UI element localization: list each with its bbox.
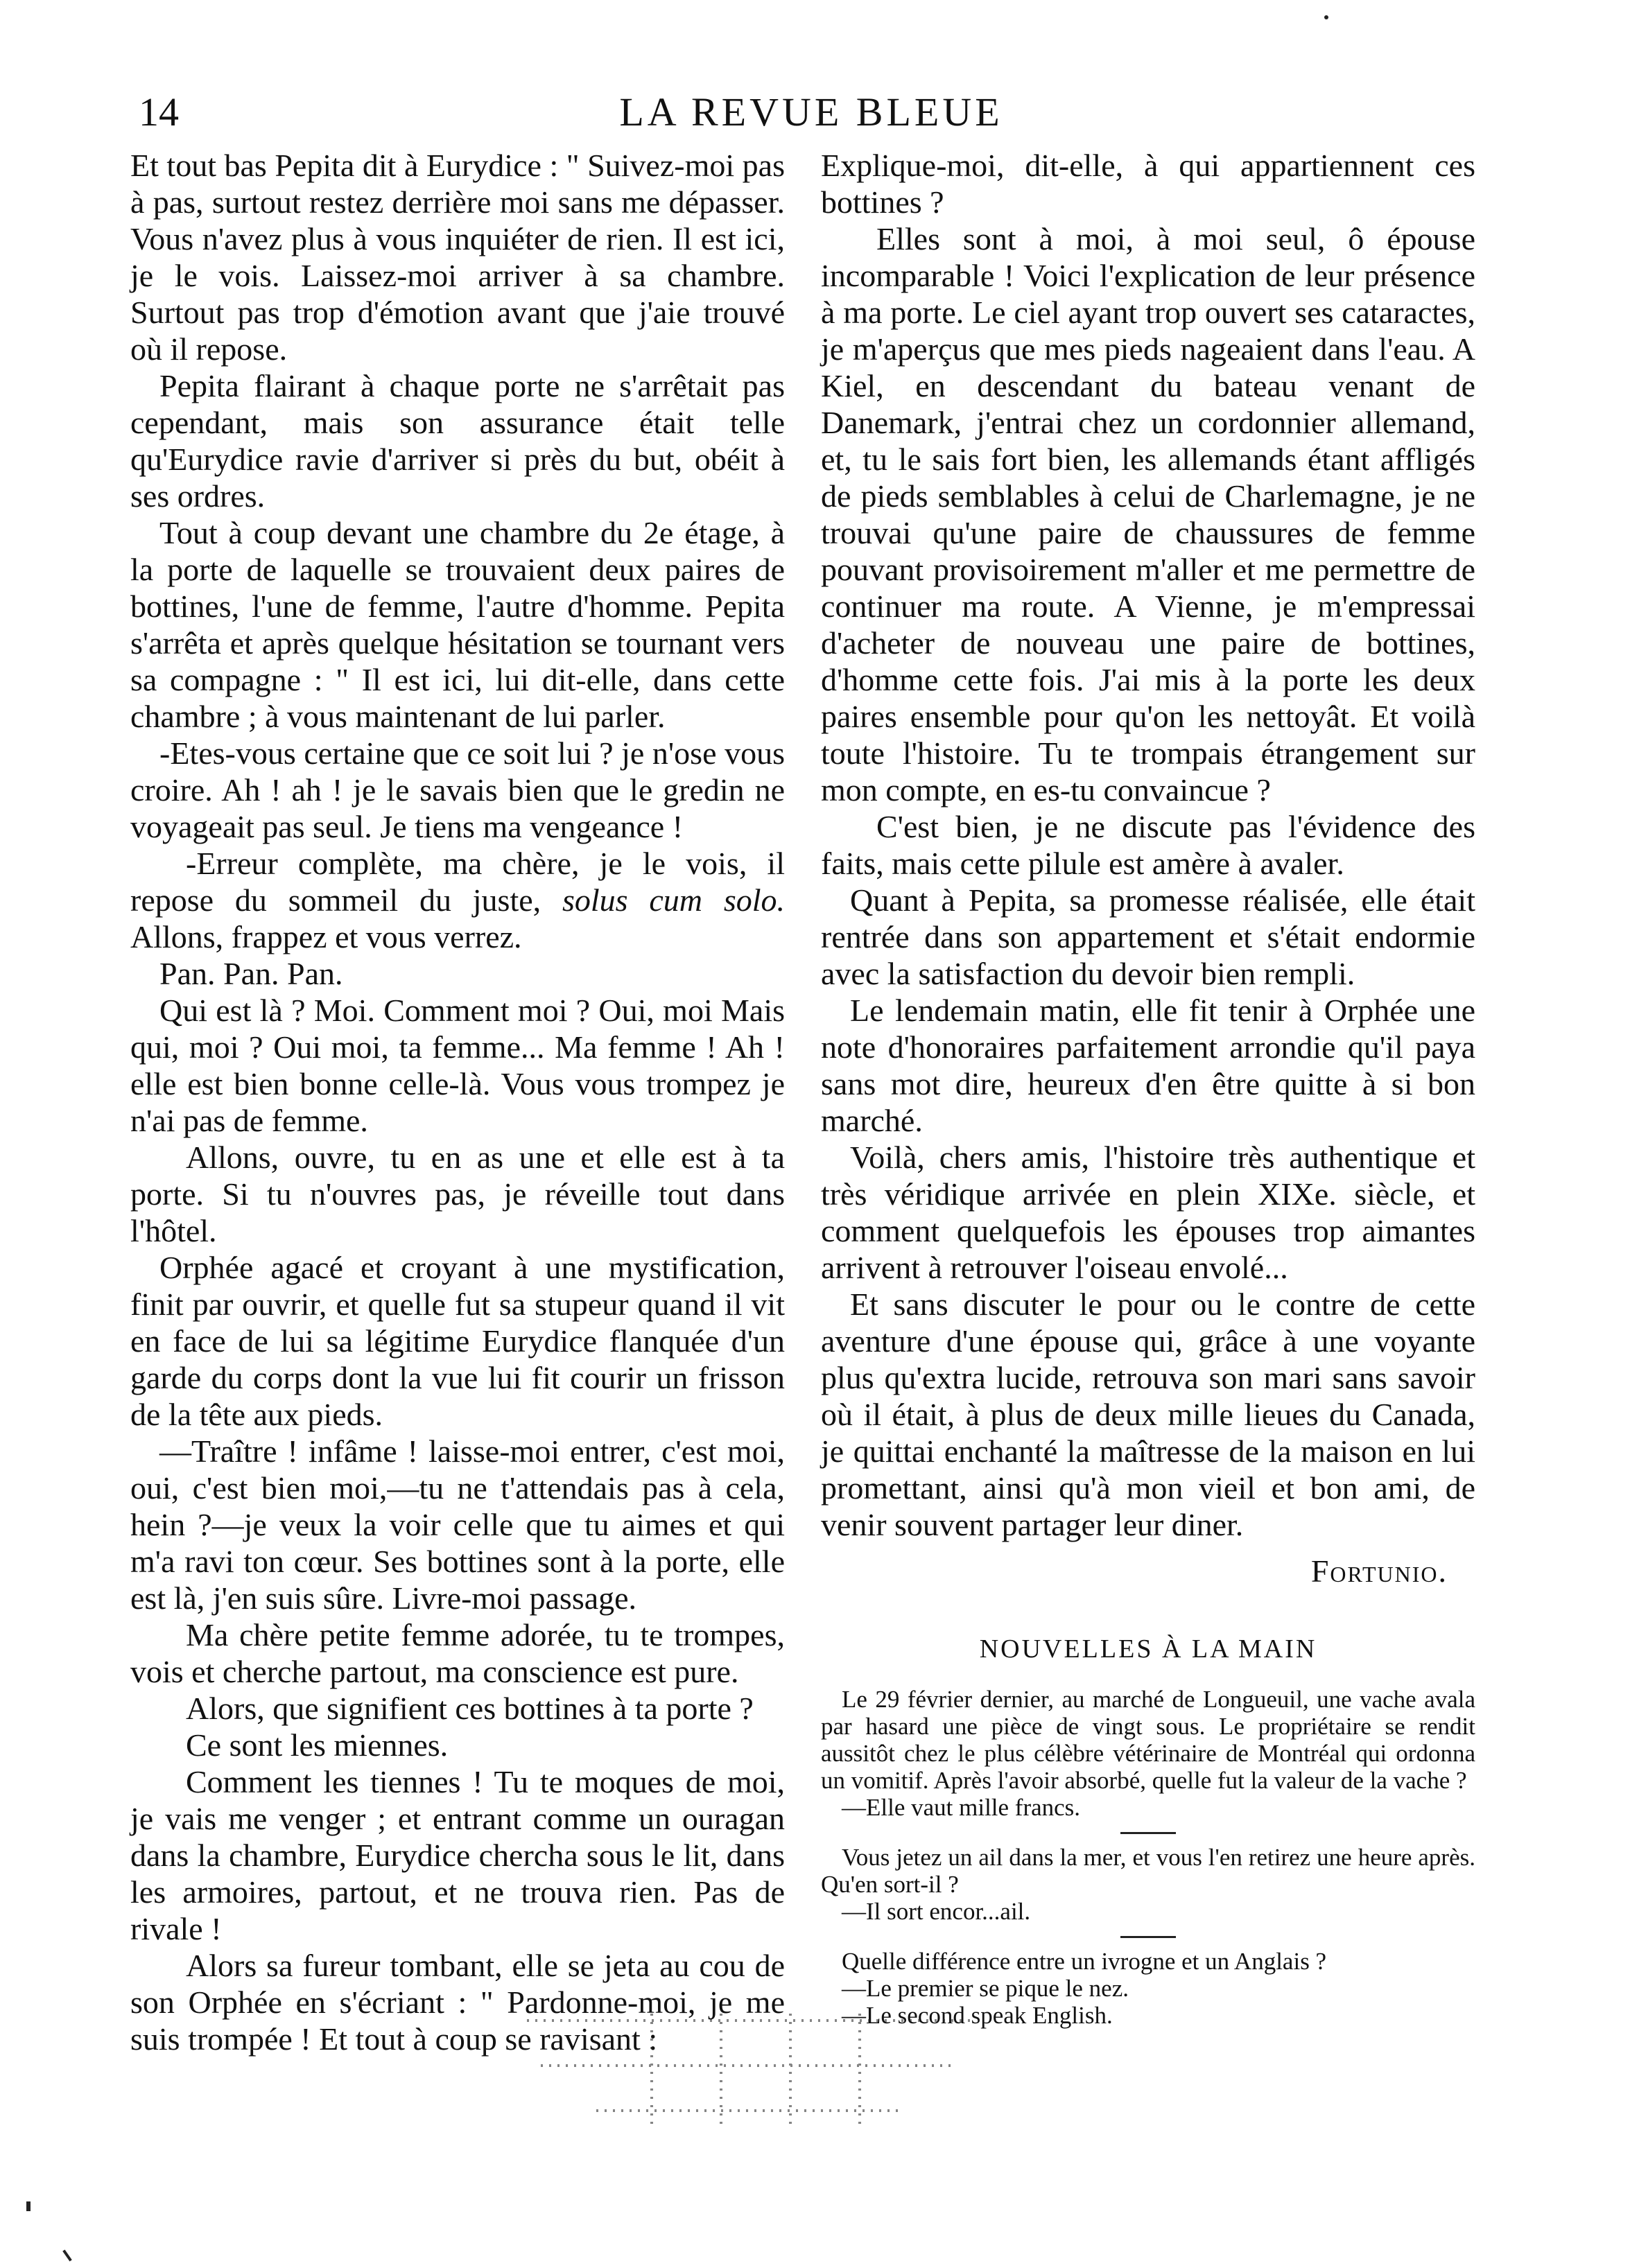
paragraph: Explique-moi, dit-elle, à qui appartiennent ces bottines ? (821, 148, 1475, 220)
news-item: Le 29 février dernier, au marché de Longueuil, une vache avala par hasard une pièce de vingt sous. Le propriétaire se rendit aussitôt chez le plus célèbre vétérinaire de Montréal qui ordonna un vomitif. Après l'avoir absorbé, quelle fut la valeur de la vache ? (821, 1686, 1475, 1794)
page-number: 14 (139, 89, 179, 134)
section-title: NOUVELLES À LA MAIN (979, 1634, 1317, 1664)
paragraph: Le lendemain matin, elle fit tenir à Orphée une note d'honoraires parfaitement arrondie qu'il paya sans mot dire, heureux d'en être quitte à si bon marché. (821, 993, 1475, 1138)
running-title: LA REVUE BLEUE (619, 89, 1003, 134)
scan-speck (62, 2249, 72, 2261)
paragraph: C'est bien, je ne discute pas l'évidence des faits, mais cette pilule est amère à avaler. (821, 809, 1475, 881)
library-stamp-smudge (513, 2000, 985, 2131)
paragraph: Et tout bas Pepita dit à Eurydice : " Suivez-moi pas à pas, surtout restez derrière moi sans me dépasser. Vous n'avez plus à vous inquiéter de rien. Il est ici, je le vois. Laissez-moi arriver à sa chambre. Surtout pas trop d'émotion avant que j'aie trouvé où il repose. (130, 148, 785, 367)
right-column (821, 147, 1475, 2029)
paragraph: Alors, que signifient ces bottines à ta porte ? (186, 1691, 754, 1726)
paragraph: Orphée agacé et croyant à une mystification, finit par ouvrir, et quelle fut sa stupeur quand il vit en face de lui sa légitime Eurydice flanquée d'un garde du corps dont la vue lui fit courir un frisson de la tête aux pieds. (130, 1250, 785, 1432)
scan-speck (1324, 15, 1328, 19)
paragraph: Tout à coup devant une chambre du 2e étage, à la porte de laquelle se trouvaient deux paires de bottines, l'une de femme, l'autre d'homme. Pepita s'arrêta et après quelque hésitation se tournant vers sa compagne : " Il est ici, lui dit-elle, dans cette chambre ; à vous maintenant de lui parler. (130, 515, 785, 734)
paragraph: Comment les tiennes ! Tu te moques de moi, je vais me venger ; et entrant comme un ouragan dans la chambre, Eurydice chercha sous le lit, dans les armoires, partout, et ne trouva rien. Pas de rivale ! (130, 1764, 785, 1946)
paragraph: Qui est là ? Moi. Comment moi ? Oui, moi Mais qui, moi ? Oui moi, ta femme... Ma femme ! Ah ! elle est bien bonne celle-là. Vous vous trompez je n'ai pas de femme. (130, 993, 785, 1138)
news-answer: —Le second speak English. (842, 2002, 1113, 2029)
paragraph-text: Allons, frappez et vous verrez. (130, 919, 522, 954)
paragraph: —Traître ! infâme ! laisse-moi entrer, c'est moi, oui, c'est bien moi,—tu ne t'attendais pas à cela, hein ?—je veux la voir celle que tu aimes et qui m'a ravi ton cœur. Ses bottines sont à la porte, elle est là, j'en suis sûre. Livre-moi passage. (130, 1433, 785, 1616)
latin-phrase: solus cum solo. (562, 882, 786, 918)
news-item: Quelle différence entre un ivrogne et un Anglais ? (842, 1948, 1327, 1975)
paragraph: Ma chère petite femme adorée, tu te trompes, vois et cherche partout, ma conscience est pure. (130, 1617, 785, 1689)
page-header (132, 75, 1491, 141)
paragraph-text: -Erreur complète, ma chère, je le vois, il repose du sommeil du juste, (130, 846, 785, 918)
paragraph: -Etes-vous certaine que ce soit lui ? je n'ose vous croire. Ah ! ah ! je le savais bien que le gredin ne voyageait pas seul. Je tiens ma vengeance ! (130, 735, 785, 844)
news-item: Vous jetez un ail dans la mer, et vous l'en retirez une heure après. Qu'en sort-il ? (821, 1844, 1475, 1898)
separator-rule (1120, 1832, 1176, 1834)
paragraph: Pepita flairant à chaque porte ne s'arrêtait pas cependant, mais son assurance était telle qu'Eurydice ravie d'arriver si près du but, obéit à ses ordres. (130, 368, 785, 514)
news-answer: —Le premier se pique le nez. (842, 1975, 1129, 2002)
news-answer: —Il sort encor...ail. (842, 1898, 1031, 1925)
paragraph (130, 845, 785, 955)
paragraph: Ce sont les miennes. (186, 1727, 449, 1763)
paragraph: Quant à Pepita, sa promesse réalisée, elle était rentrée dans son appartement et s'était endormie avec la satisfaction du devoir bien rempli. (821, 882, 1475, 991)
author-signature: Fortunio. (1310, 1553, 1448, 1589)
paragraph: Allons, ouvre, tu en as une et elle est à ta porte. Si tu n'ouvres pas, je réveille tout dans l'hôtel. (130, 1140, 785, 1248)
paragraph: Alors sa fureur tombant, elle se jeta au cou de son Orphée en s'écriant : " Pardonne-moi, je me suis trompée ! Et tout à coup se ravisant : (130, 1948, 785, 2057)
scan-speck (26, 2201, 31, 2211)
paragraph: Voilà, chers amis, l'histoire très authentique et très véridique arrivée en plein XIXe. siècle, et comment quelquefois les épouses trop aimantes arrivent à retrouver l'oiseau envolé... (821, 1140, 1475, 1285)
dialog-line: Pan. Pan. Pan. (159, 956, 343, 991)
paragraph: Et sans discuter le pour ou le contre de cette aventure d'une épouse qui, grâce à une voyante plus qu'extra lucide, retrouva son mari sans savoir où il était, à plus de deux mille lieues du Canada, je quittai enchanté la maîtresse de la maison en lui promettant, ainsi qu'à mon vieil et bon ami, de venir souvent partager leur diner. (821, 1286, 1475, 1542)
left-column (130, 147, 785, 2057)
separator-rule (1120, 1936, 1176, 1938)
news-answer: —Elle vaut mille francs. (842, 1794, 1081, 1821)
paragraph: Elles sont à moi, à moi seul, ô épouse incomparable ! Voici l'explication de leur présence à ma porte. Le ciel ayant trop ouvert ses cataractes, je m'aperçus que mes pieds nageaient dans l'eau. A Kiel, en descendant du bateau venant de Danemark, j'entrai chez un cordonnier allemand, et, tu le sais fort bien, les allemands étant affligés de pieds semblables à celui de Charlemagne, je ne trouvai qu'une paire de chaussures de femme pouvant provisoirement m'aller et me permettre de continuer ma route. A Vienne, je m'empressai d'acheter de nouveau une paire de bottines, d'homme cette fois. J'ai mis à la porte les deux paires ensemble pour qu'on les nettoyât. Et voilà toute l'histoire. Tu te trompais étrangement sur mon compte, en es-tu convaincue ? (821, 221, 1475, 808)
